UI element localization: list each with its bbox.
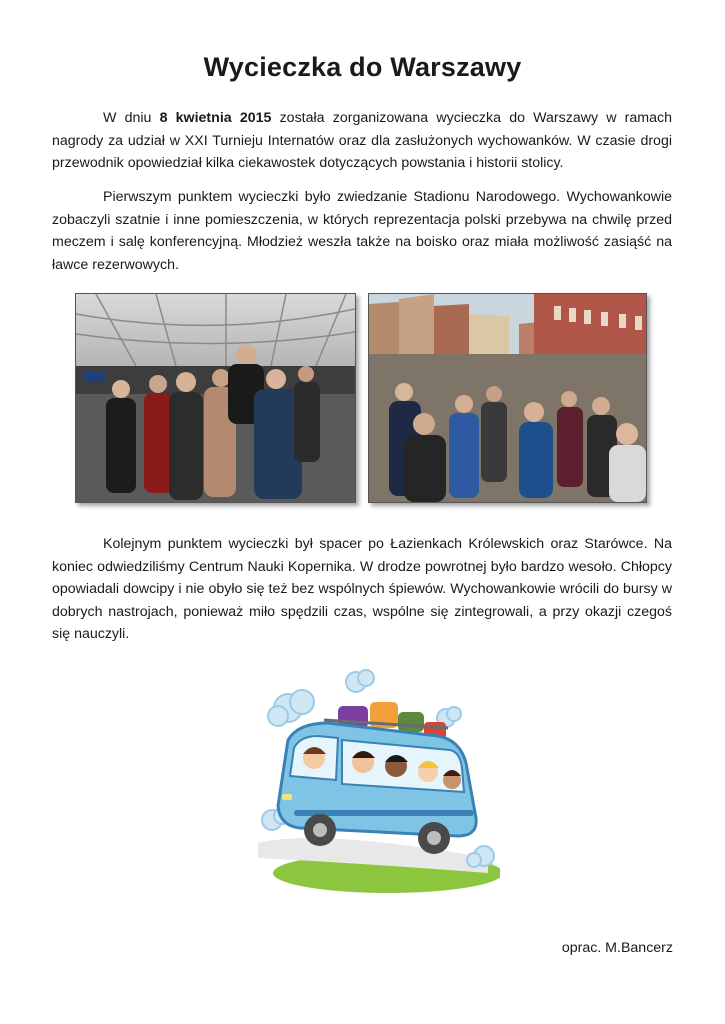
intro-text-start: W dniu <box>103 110 160 126</box>
old-town-square-group-photo <box>368 293 647 503</box>
trip-date: 8 kwietnia 2015 <box>159 110 272 126</box>
paragraph-intro <box>52 107 672 175</box>
author-signature: oprac. M.Bancerz <box>561 940 673 956</box>
intro-text-rest: została zorganizowana wycieczka do Warszawy w ramach nagrody za udział w XXI Turnieju Internatów oraz dla zasłużonych wychowanków. W czasie drogi przewodnik opowiedział kilka ciekawostek dotyczących powstania i historii stolicy. <box>52 110 672 171</box>
page-title: Wycieczka do Warszawy <box>203 52 522 82</box>
stadium-group-photo <box>75 293 356 503</box>
paragraph-stadium: Pierwszym punktem wycieczki było zwiedzanie Stadionu Narodowego. Wychowankowie zobaczyli szatnie i inne pomieszczenia, w których reprezentacja polski przebywa na chwilę przed meczem i salę konferencyjną. Młodzież weszła także na boisko oraz miała możliwość zasiąść na ławce rezerwowych. <box>52 189 672 273</box>
paragraph-afternoon: Kolejnym punktem wycieczki był spacer po Łazienkach Królewskich oraz Starówce. Na koniec odwiedziliśmy Centrum Nauki Kopernika. W drodze powrotnej było bardzo wesoło. Chłopcy opowiadali dowcipy i nie obyło się też bez wspólnych śpiewów. Wychowankowie wrócili do bursy w dobrych nastrojach, ponieważ miło spędzili czas, wspólne się zintegrowali, a przy okazji czegoś się nauczyli. <box>52 536 672 642</box>
bus-with-children-clipart <box>238 668 500 896</box>
